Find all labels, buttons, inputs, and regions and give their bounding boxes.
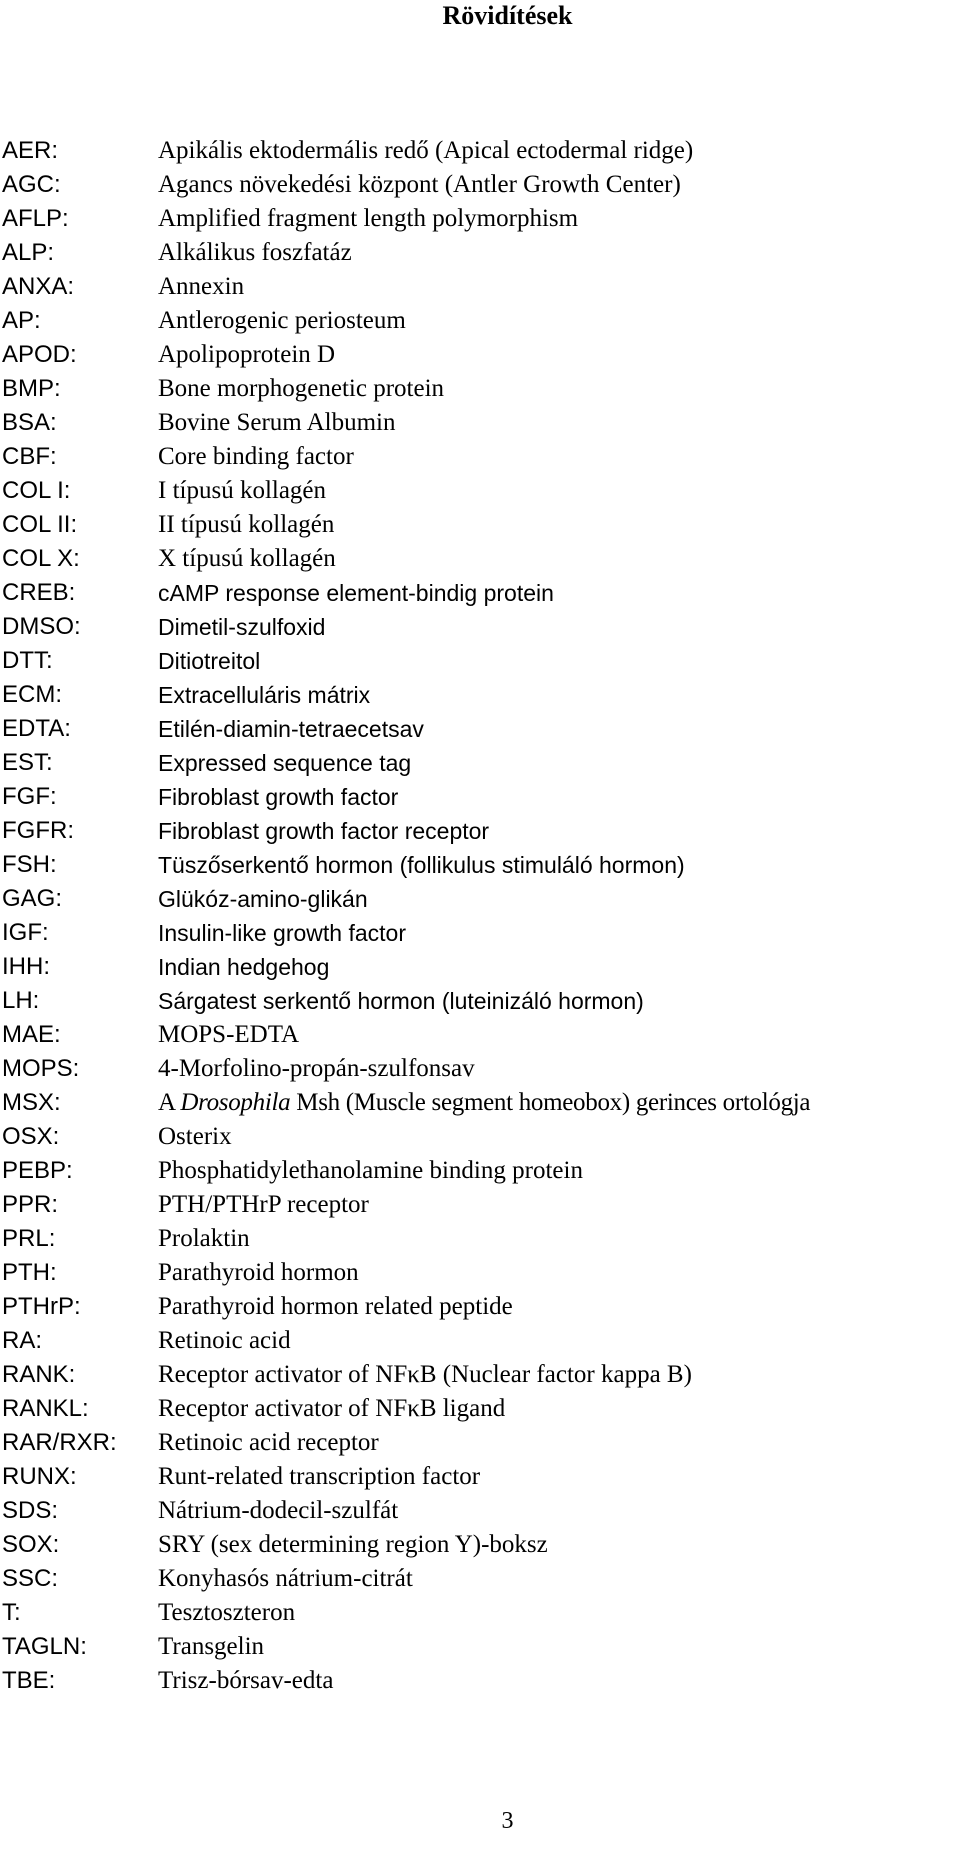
list-item (0, 746, 960, 780)
definition: Antlerogenic periosteum (158, 307, 406, 334)
list-item (0, 1290, 960, 1324)
abbreviation: PRL: (2, 1225, 56, 1252)
abbreviation: COL I: (2, 477, 71, 504)
list-item (0, 1154, 960, 1188)
definition: Parathyroid hormon (158, 1259, 359, 1286)
definition: Bovine Serum Albumin (158, 409, 396, 436)
abbreviation: SOX: (2, 1531, 60, 1558)
list-item (0, 610, 960, 644)
abbreviation: LH: (2, 987, 40, 1014)
list-item (0, 1528, 960, 1562)
definition-prefix: A (158, 1089, 181, 1116)
definition: Extracelluláris mátrix (158, 682, 371, 708)
list-item (0, 270, 960, 304)
abbreviation: ANXA: (2, 273, 75, 300)
definition: Insulin-like growth factor (158, 920, 406, 946)
abbreviation: COL II: (2, 511, 78, 538)
abbreviation: FSH: (2, 851, 57, 878)
definition: Fibroblast growth factor receptor (158, 818, 490, 844)
abbreviation: BMP: (2, 375, 61, 402)
abbreviation: PPR: (2, 1191, 59, 1218)
list-item (0, 950, 960, 984)
abbreviation: RA: (2, 1327, 43, 1354)
list-item (0, 916, 960, 950)
definition: Tüszőserkentő hormon (follikulus stimuláló hormon) (158, 852, 685, 878)
definition: Receptor activator of NFκB (Nuclear factor kappa B) (158, 1361, 692, 1388)
definition: Bone morphogenetic protein (158, 375, 445, 402)
definition: Ditiotreitol (158, 648, 261, 674)
abbreviation: TAGLN: (2, 1633, 87, 1660)
definition: Parathyroid hormon related peptide (158, 1293, 513, 1320)
list-item (0, 1256, 960, 1290)
abbreviation-list (0, 134, 960, 1698)
list-item (0, 1222, 960, 1256)
abbreviation: FGF: (2, 783, 57, 810)
definition: cAMP response element-bindig protein (158, 580, 554, 606)
definition-italic: Drosophila (180, 1089, 291, 1116)
list-item (0, 1664, 960, 1698)
definition: X típusú kollagén (158, 545, 336, 572)
list-item (0, 780, 960, 814)
abbreviation: RANK: (2, 1361, 76, 1388)
definition: Nátrium-dodecil-szulfát (158, 1497, 399, 1524)
list-item (0, 202, 960, 236)
abbreviation: CREB: (2, 579, 76, 606)
abbreviation: OSX: (2, 1123, 60, 1150)
list-item (0, 1188, 960, 1222)
abbreviation: PEBP: (2, 1157, 73, 1184)
list-item (0, 1460, 960, 1494)
list-item (0, 168, 960, 202)
definition: Retinoic acid (158, 1327, 291, 1354)
list-item (0, 576, 960, 610)
list-item (0, 338, 960, 372)
definition: Annexin (158, 273, 245, 300)
abbreviation: AER: (2, 137, 59, 164)
list-item (0, 1392, 960, 1426)
definition: Osterix (158, 1123, 232, 1150)
abbreviation: AFLP: (2, 205, 69, 232)
definition: Alkálikus foszfatáz (158, 239, 352, 266)
list-item (0, 304, 960, 338)
abbreviation: MOPS: (2, 1055, 80, 1082)
definition: Glükóz-amino-glikán (158, 886, 368, 912)
definition: PTH/PTHrP receptor (158, 1191, 369, 1218)
abbreviation: TBE: (2, 1667, 56, 1694)
abbreviation: FGFR: (2, 817, 74, 844)
abbreviation: EST: (2, 749, 53, 776)
abbreviation: RAR/RXR: (2, 1429, 117, 1456)
list-item (0, 440, 960, 474)
list-item (0, 406, 960, 440)
list-item (0, 848, 960, 882)
abbreviation: COL X: (2, 545, 80, 572)
definition: SRY (sex determining region Y)-boksz (158, 1531, 548, 1558)
abbreviation: BSA: (2, 409, 57, 436)
list-item (0, 984, 960, 1018)
definition: Core binding factor (158, 443, 354, 470)
abbreviation: ECM: (2, 681, 62, 708)
abbreviation: SDS: (2, 1497, 59, 1524)
list-item (0, 474, 960, 508)
definition: Runt-related transcription factor (158, 1463, 481, 1490)
list-item (0, 1426, 960, 1460)
list-item (0, 508, 960, 542)
page-number: 3 (501, 1808, 514, 1834)
list-item (0, 882, 960, 916)
definition: Apikális ektodermális redő (Apical ectodermal ridge) (158, 137, 694, 164)
abbreviation: PTHrP: (2, 1293, 81, 1320)
list-item (0, 372, 960, 406)
list-item (0, 1562, 960, 1596)
list-item (0, 134, 960, 168)
list-item (0, 1052, 960, 1086)
abbreviation: CBF: (2, 443, 57, 470)
definition: II típusú kollagén (158, 511, 335, 538)
list-item (0, 542, 960, 576)
abbreviation: SSC: (2, 1565, 59, 1592)
abbreviation: AGC: (2, 171, 61, 198)
abbreviation: DTT: (2, 647, 53, 674)
abbreviation: T: (2, 1599, 21, 1626)
abbreviation: ALP: (2, 239, 55, 266)
definition (158, 1086, 810, 1120)
definition: Tesztoszteron (158, 1599, 296, 1626)
definition: MOPS-EDTA (158, 1021, 300, 1048)
definition: Transgelin (158, 1633, 265, 1660)
abbreviation: APOD: (2, 341, 77, 368)
list-item (0, 678, 960, 712)
definition: 4-Morfolino-propán-szulfonsav (158, 1055, 475, 1082)
definition: Indian hedgehog (158, 954, 330, 980)
abbreviation: DMSO: (2, 613, 81, 640)
definition: Receptor activator of NFκB ligand (158, 1395, 506, 1422)
definition: Fibroblast growth factor (158, 784, 399, 810)
abbreviation: MSX: (2, 1089, 61, 1116)
list-item (0, 712, 960, 746)
definition-suffix: Msh (Muscle segment homeobox) gerinces ortológja (290, 1089, 811, 1116)
abbreviation: EDTA: (2, 715, 71, 742)
definition: Sárgatest serkentő hormon (luteinizáló hormon) (158, 988, 644, 1014)
definition: Expressed sequence tag (158, 750, 412, 776)
abbreviation: MAE: (2, 1021, 61, 1048)
page-title: Rövidítések (442, 1, 573, 30)
definition: Trisz-bórsav-edta (158, 1667, 334, 1694)
definition: Prolaktin (158, 1225, 250, 1252)
definition: Amplified fragment length polymorphism (158, 205, 579, 232)
list-item (0, 1120, 960, 1154)
list-item (0, 1086, 960, 1120)
abbreviation: RANKL: (2, 1395, 89, 1422)
definition: Konyhasós nátrium-citrát (158, 1565, 413, 1592)
list-item (0, 1596, 960, 1630)
definition: Agancs növekedési központ (Antler Growth Center) (158, 171, 681, 198)
abbreviation: AP: (2, 307, 41, 334)
abbreviation: RUNX: (2, 1463, 77, 1490)
list-item (0, 1494, 960, 1528)
list-item (0, 1324, 960, 1358)
definition: Phosphatidylethanolamine binding protein (158, 1157, 583, 1184)
list-item (0, 814, 960, 848)
abbreviation: IGF: (2, 919, 49, 946)
abbreviation: PTH: (2, 1259, 57, 1286)
definition: Apolipoprotein D (158, 341, 336, 368)
definition: Retinoic acid receptor (158, 1429, 379, 1456)
list-item (0, 1358, 960, 1392)
definition: Etilén-diamin-tetraecetsav (158, 716, 424, 742)
list-item (0, 236, 960, 270)
list-item (0, 644, 960, 678)
list-item (0, 1018, 960, 1052)
list-item (0, 1630, 960, 1664)
abbreviation: GAG: (2, 885, 63, 912)
definition: Dimetil-szulfoxid (158, 614, 326, 640)
definition: I típusú kollagén (158, 477, 327, 504)
abbreviation: IHH: (2, 953, 50, 980)
